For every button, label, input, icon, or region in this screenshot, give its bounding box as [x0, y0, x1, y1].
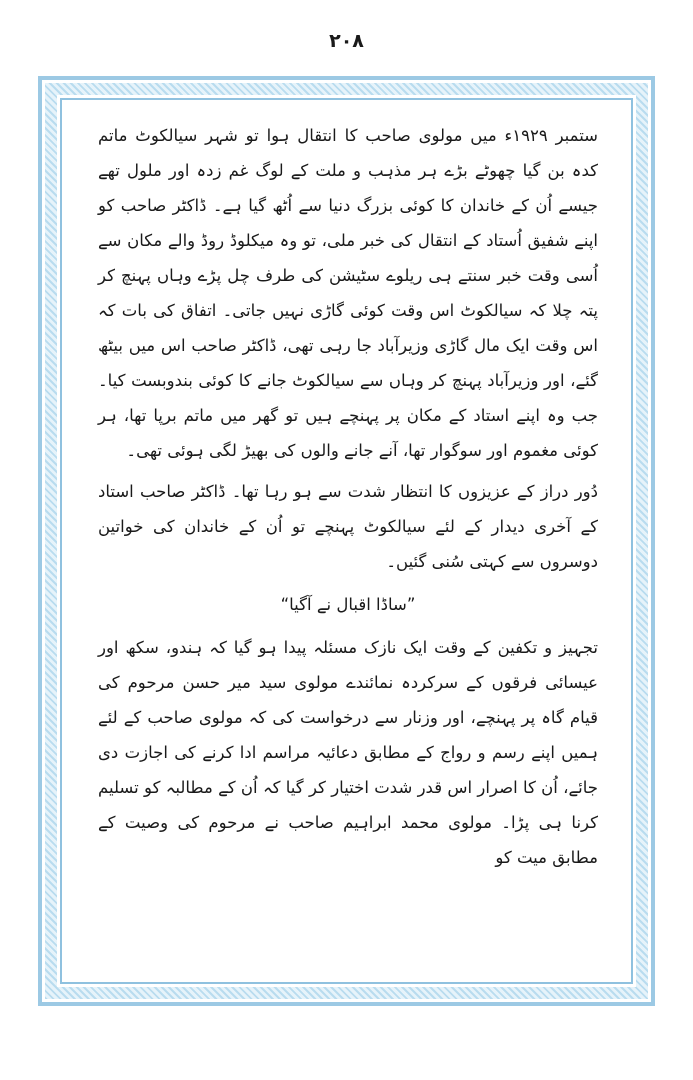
paragraph-3: تجہیز و تکفین کے وقت ایک نازک مسئلہ پیدا ہو گیا کہ ہندو، سکھ اور عیسائی فرقوں کے سرکردہ نمائندے مولوی سید میر حسن مرحوم کی قیام گاہ پر پہنچے، اور وزنار سے درخواست کی کہ مولوی صاحب کے لئے ہمیں اپنے رسم و رواج کے مطابق دعائیہ مراسم ادا کرنے کی اجازت دی جائے، اُن کا اصرار اس قدر شدت اختیار کر گیا کہ اُن کے مطالبہ کو تسلیم کرنا ہی پڑا۔ مولوی محمد ابراہیم صاحب نے مرحوم کی وصیت کے مطابق میت کو [98, 638, 598, 867]
paragraph-1: ستمبر ۱۹۲۹ء میں مولوی صاحب کا انتقال ہوا تو شہر سیالکوٹ ماتم کدہ بن گیا چھوٹے بڑے ہر مذہب و ملت کے لوگ غم زدہ اور ملول تھے جیسے اُن کے خاندان کا کوئی بزرگ دنیا سے اُٹھ گیا ہے۔ ڈاکٹر صاحب کو اپنے شفیق اُستاد کے انتقال کی خبر ملی، تو وہ میکلوڈ روڈ والے مکان سے اُسی وقت خبر سنتے ہی ریلوے سٹیشن کی طرف چل پڑے وہاں پہنچ کر پتہ چلا کہ سیالکوٹ اس وقت کوئی گاڑی نہیں جاتی۔ اتفاق کی بات کہ اس وقت ایک مال گاڑی وزیرآباد جا رہی تھی، ڈاکٹر صاحب اس میں بیٹھ گئے، اور وزیرآباد پہنچ کر وہاں سے سیالکوٹ جانے کا کوئی بندوبست کیا۔ جب وہ اپنے استاد کے مکان پر پہنچے ہیں تو گھر میں ماتم برپا تھا، ہر کوئی مغموم اور سوگوار تھا، آنے جانے والوں کی بھیڑ لگی ہوئی تھی۔ [98, 126, 598, 460]
paragraph-2: دُور دراز کے عزیزوں کا انتظار شدت سے ہو رہا تھا۔ ڈاکٹر صاحب استاد کے آخری دیدار کے لئے سیالکوٹ پہنچے تو اُن کے خاندان کی خواتین دوسروں سے کہتی سُنی گئیں۔ [98, 482, 598, 571]
page-number: ۲۰۸ [329, 30, 364, 52]
page-body-text [98, 118, 598, 875]
quote-heading: ”ساڈا اقبال نے آگیا“ [280, 595, 416, 614]
